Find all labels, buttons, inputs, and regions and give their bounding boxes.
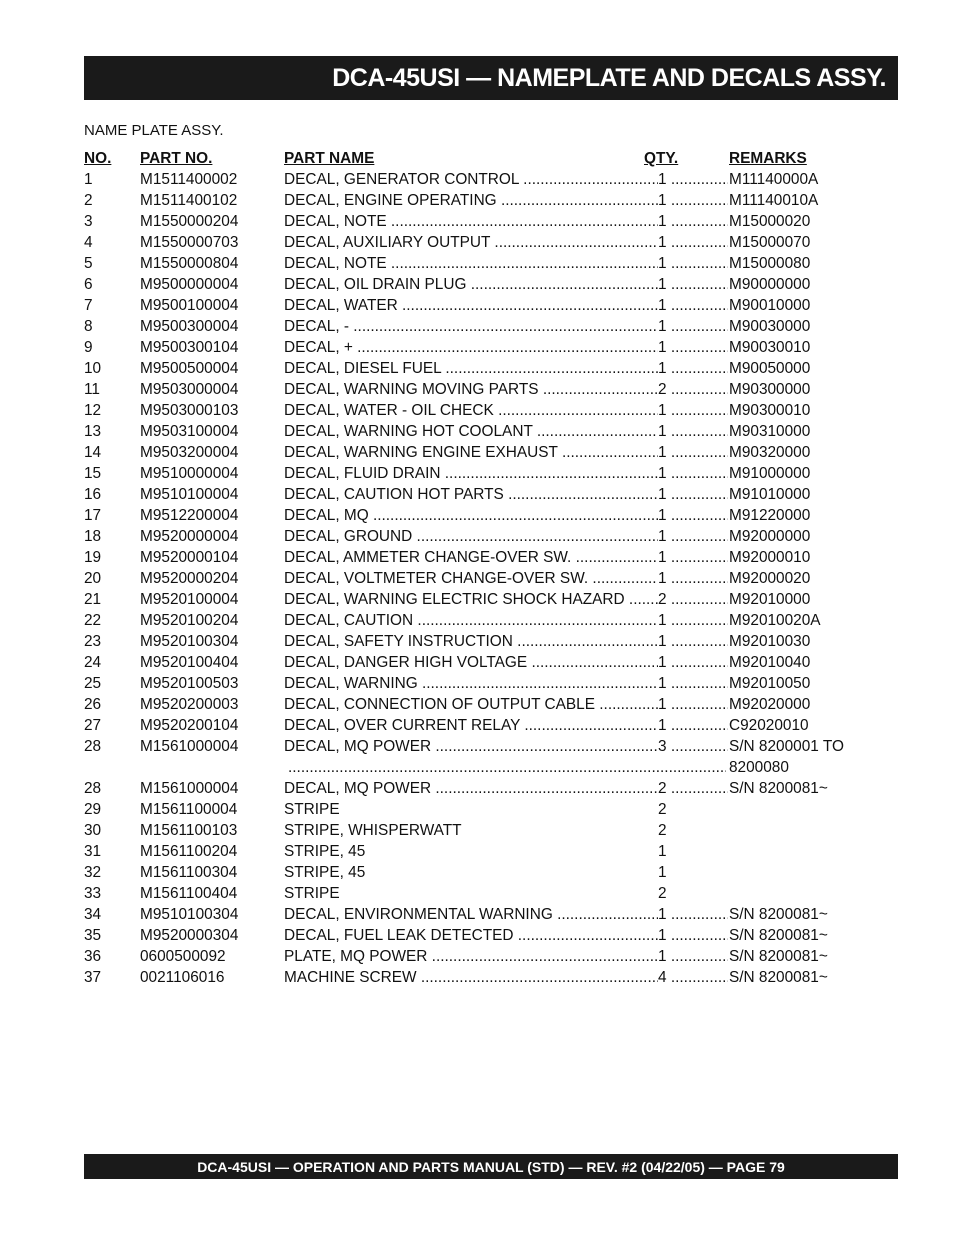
- table-row: [84, 820, 884, 841]
- part-name-cell: DECAL, + .....: [284, 337, 658, 358]
- part-name-cell: DECAL, AUXILIARY OUTPUT .....: [284, 232, 658, 253]
- qty-cell: 1 .....: [658, 274, 728, 295]
- remarks-cell: S/N 8200001 TO: [729, 738, 844, 755]
- part-no-cell: M9520000104: [140, 549, 239, 566]
- qty-cell: 1 .....: [658, 526, 728, 547]
- footer-bar: [84, 1154, 898, 1179]
- remarks-cell: M91010000: [729, 486, 811, 503]
- table-row: [84, 484, 884, 505]
- part-name-cell: DECAL, MQ POWER .....: [284, 778, 658, 799]
- no-cell: 13: [84, 423, 102, 440]
- qty-cell: 1 .....: [658, 253, 728, 274]
- no-cell: 26: [84, 696, 102, 713]
- part-name-cell: DECAL, AMMETER CHANGE-OVER SW. .....: [284, 547, 658, 568]
- table-row: [84, 652, 884, 673]
- qty-cell: 2: [658, 822, 667, 839]
- table-row: [84, 358, 884, 379]
- remarks-cell: M92000010: [729, 549, 811, 566]
- part-name-cell: DECAL, WATER .....: [284, 295, 658, 316]
- part-name-cell: STRIPE, WHISPERWATT: [284, 822, 462, 839]
- part-no-cell: M1561000004: [140, 780, 239, 797]
- part-name-cell: DECAL, DANGER HIGH VOLTAGE .....: [284, 652, 658, 673]
- part-name-cell: DECAL, GENERATOR CONTROL .....: [284, 169, 658, 190]
- remarks-cell: C92020010: [729, 717, 809, 734]
- part-no-cell: M9500500004: [140, 360, 239, 377]
- part-no-cell: M1550000703: [140, 234, 239, 251]
- remarks-cell: M15000020: [729, 213, 811, 230]
- part-name-cell: DECAL, WARNING MOVING PARTS .....: [284, 379, 658, 400]
- table-row: [84, 547, 884, 568]
- part-no-cell: M9500300004: [140, 318, 239, 335]
- qty-cell: 1 .....: [658, 946, 728, 967]
- part-no-cell: M9520200104: [140, 717, 239, 734]
- table-row: [84, 883, 884, 904]
- remarks-cell: M90010000: [729, 297, 811, 314]
- qty-cell: 1 .....: [658, 652, 728, 673]
- no-cell: 24: [84, 654, 102, 671]
- no-cell: 2: [84, 192, 93, 209]
- part-name-cell: DECAL, FUEL LEAK DETECTED .....: [284, 925, 658, 946]
- no-cell: 5: [84, 255, 93, 272]
- no-cell: 22: [84, 612, 102, 629]
- no-cell: 34: [84, 906, 102, 923]
- no-cell: 1: [84, 171, 93, 188]
- footer-text: DCA-45USI — OPERATION AND PARTS MANUAL (STD) — REV. #2 (04/22/05) — PAGE 79: [197, 1158, 785, 1175]
- no-cell: 4: [84, 234, 93, 251]
- qty-cell: 1 .....: [658, 694, 728, 715]
- remarks-cell: S/N 8200081~: [729, 906, 828, 923]
- qty-cell: 1 .....: [658, 190, 728, 211]
- remarks-cell: M92010000: [729, 591, 811, 608]
- no-cell: 32: [84, 864, 102, 881]
- remarks-cell: M92010050: [729, 675, 811, 692]
- part-name-cell: STRIPE: [284, 801, 340, 818]
- qty-cell: 1 .....: [658, 631, 728, 652]
- page-title-bar: [84, 56, 898, 100]
- no-cell: 27: [84, 717, 102, 734]
- remarks-cell: S/N 8200081~: [729, 969, 828, 986]
- remarks-cell: M90300010: [729, 402, 811, 419]
- no-cell: 14: [84, 444, 102, 461]
- header-part-name: PART NAME: [284, 150, 375, 167]
- no-cell: 10: [84, 360, 102, 377]
- table-row: [84, 169, 884, 190]
- part-no-cell: M9510000004: [140, 465, 239, 482]
- table-row: [84, 232, 884, 253]
- table-row: [84, 694, 884, 715]
- qty-cell: 1 .....: [658, 715, 728, 736]
- remarks-cell: S/N 8200081~: [729, 780, 828, 797]
- part-no-cell: M1561100204: [140, 843, 238, 860]
- part-name-cell: DECAL, WATER - OIL CHECK .....: [284, 400, 658, 421]
- table-header: [84, 148, 884, 169]
- table-body: [84, 169, 884, 988]
- no-cell: 25: [84, 675, 102, 692]
- part-no-cell: 0021106016: [140, 969, 225, 986]
- remarks-cell: M90030010: [729, 339, 811, 356]
- page-title: DCA-45USI — NAMEPLATE AND DECALS ASSY.: [332, 63, 886, 92]
- table-row: [84, 841, 884, 862]
- no-cell: 18: [84, 528, 102, 545]
- no-cell: 9: [84, 339, 93, 356]
- no-cell: 3: [84, 213, 93, 230]
- part-name-cell: DECAL, WARNING ELECTRIC SHOCK HAZARD .....: [284, 589, 658, 610]
- part-no-cell: M9512200004: [140, 507, 239, 524]
- part-no-cell: M9520100304: [140, 633, 239, 650]
- qty-cell: 1 .....: [658, 673, 728, 694]
- part-no-cell: M1550000804: [140, 255, 239, 272]
- qty-cell: 1 .....: [658, 442, 728, 463]
- table-row: [84, 337, 884, 358]
- part-name-cell: DECAL, WARNING ENGINE EXHAUST .....: [284, 442, 658, 463]
- remarks-cell: 8200080: [729, 759, 789, 776]
- no-cell: 6: [84, 276, 93, 293]
- remarks-cell: M90000000: [729, 276, 811, 293]
- part-no-cell: M1561100103: [140, 822, 238, 839]
- part-no-cell: M9510100304: [140, 906, 239, 923]
- table-row: [84, 673, 884, 694]
- remarks-cell: M90320000: [729, 444, 811, 461]
- parts-table: [84, 148, 884, 988]
- table-row: [84, 631, 884, 652]
- table-row: [84, 463, 884, 484]
- table-row: [84, 715, 884, 736]
- remarks-cell: M90300000: [729, 381, 811, 398]
- table-row: [84, 400, 884, 421]
- part-no-cell: M9500100004: [140, 297, 239, 314]
- header-remarks: REMARKS: [729, 150, 807, 167]
- part-no-cell: M1561100304: [140, 864, 238, 881]
- part-name-cell: DECAL, NOTE .....: [284, 211, 658, 232]
- part-name-cell: DECAL, ENVIRONMENTAL WARNING .....: [284, 904, 658, 925]
- part-name-cell: DECAL, MQ .....: [284, 505, 658, 526]
- remarks-cell: M92010030: [729, 633, 811, 650]
- table-row: [84, 610, 884, 631]
- remarks-cell: M92000000: [729, 528, 811, 545]
- part-name-cell: DECAL, WARNING .....: [284, 673, 658, 694]
- part-name-cell: DECAL, DIESEL FUEL .....: [284, 358, 658, 379]
- qty-cell: 1 .....: [658, 904, 728, 925]
- part-no-cell: M9520000304: [140, 927, 239, 944]
- header-part-no: PART NO.: [140, 150, 213, 167]
- no-cell: 29: [84, 801, 102, 818]
- table-row: [84, 862, 884, 883]
- table-row: [84, 274, 884, 295]
- part-name-cell: DECAL, CAUTION .....: [284, 610, 658, 631]
- remarks-cell: M92010040: [729, 654, 811, 671]
- table-row: [84, 799, 884, 820]
- part-name-cell: DECAL, - .....: [284, 316, 658, 337]
- remarks-cell: M92000020: [729, 570, 811, 587]
- no-cell: 12: [84, 402, 102, 419]
- table-row: [84, 589, 884, 610]
- table-row: [84, 904, 884, 925]
- part-no-cell: M9520100004: [140, 591, 239, 608]
- part-name-cell: DECAL, MQ POWER .....: [284, 736, 658, 757]
- no-cell: 19: [84, 549, 102, 566]
- part-name-cell: DECAL, OVER CURRENT RELAY .....: [284, 715, 658, 736]
- remarks-cell: M91000000: [729, 465, 811, 482]
- no-cell: 36: [84, 948, 102, 965]
- table-row: [84, 925, 884, 946]
- table-row: [84, 736, 884, 757]
- qty-cell: 1 .....: [658, 358, 728, 379]
- table-row: [84, 442, 884, 463]
- part-no-cell: M9520100404: [140, 654, 239, 671]
- qty-cell: 1 .....: [658, 484, 728, 505]
- part-no-cell: M9500000004: [140, 276, 239, 293]
- no-cell: 28: [84, 738, 102, 755]
- part-no-cell: M9503000004: [140, 381, 239, 398]
- part-no-cell: M9503000103: [140, 402, 239, 419]
- qty-cell: 2: [658, 801, 667, 818]
- table-row: [84, 505, 884, 526]
- part-name-cell: DECAL, WARNING HOT COOLANT .....: [284, 421, 658, 442]
- table-row: [84, 190, 884, 211]
- remarks-cell: M90030000: [729, 318, 811, 335]
- table-row: [84, 379, 884, 400]
- qty-cell: 4 .....: [658, 967, 728, 988]
- header-qty: QTY.: [644, 150, 679, 167]
- remarks-cell: S/N 8200081~: [729, 948, 828, 965]
- qty-cell: 1 .....: [658, 337, 728, 358]
- table-row: [84, 211, 884, 232]
- qty-cell: 1 .....: [658, 400, 728, 421]
- remarks-cell: M92020000: [729, 696, 811, 713]
- no-cell: 16: [84, 486, 102, 503]
- qty-cell: 1: [658, 843, 667, 860]
- no-cell: 7: [84, 297, 93, 314]
- remarks-cell: M90310000: [729, 423, 811, 440]
- remarks-cell: S/N 8200081~: [729, 927, 828, 944]
- part-name-cell: DECAL, CONNECTION OF OUTPUT CABLE .....: [284, 694, 658, 715]
- qty-cell: 1 .....: [658, 169, 728, 190]
- remarks-cell: M92010020A: [729, 612, 821, 629]
- qty-cell: 1 .....: [658, 316, 728, 337]
- qty-cell: 1 .....: [658, 211, 728, 232]
- part-name-cell: DECAL, NOTE .....: [284, 253, 658, 274]
- table-row: [84, 757, 884, 778]
- no-cell: 21: [84, 591, 102, 608]
- part-name-cell: DECAL, ENGINE OPERATING .....: [284, 190, 658, 211]
- part-name-cell: PLATE, MQ POWER .....: [284, 946, 658, 967]
- no-cell: 33: [84, 885, 102, 902]
- no-cell: 15: [84, 465, 102, 482]
- header-no: NO.: [84, 150, 112, 167]
- qty-cell: 2 .....: [658, 778, 728, 799]
- table-row: [84, 253, 884, 274]
- qty-cell: 1 .....: [658, 463, 728, 484]
- part-no-cell: M9500300104: [140, 339, 239, 356]
- table-row: [84, 526, 884, 547]
- part-name-cell: DECAL, GROUND .....: [284, 526, 658, 547]
- part-name-cell: DECAL, FLUID DRAIN .....: [284, 463, 658, 484]
- part-no-cell: M1561100404: [140, 885, 238, 902]
- part-no-cell: M9520100204: [140, 612, 239, 629]
- qty-cell: 1 .....: [658, 568, 728, 589]
- part-no-cell: M1511400102: [140, 192, 238, 209]
- table-row: [84, 421, 884, 442]
- qty-cell: 1 .....: [658, 547, 728, 568]
- qty-cell: 1 .....: [658, 505, 728, 526]
- remarks-cell: M11140010A: [729, 192, 819, 209]
- part-name-cell: DECAL, SAFETY INSTRUCTION .....: [284, 631, 658, 652]
- part-name-cell: DECAL, OIL DRAIN PLUG .....: [284, 274, 658, 295]
- table-row: [84, 778, 884, 799]
- remarks-cell: M91220000: [729, 507, 811, 524]
- table-row: [84, 946, 884, 967]
- part-no-cell: M9503100004: [140, 423, 239, 440]
- no-cell: 8: [84, 318, 93, 335]
- part-name-cell: STRIPE, 45: [284, 843, 366, 860]
- no-cell: 31: [84, 843, 102, 860]
- part-no-cell: M9520000004: [140, 528, 239, 545]
- part-no-cell: M9510100004: [140, 486, 239, 503]
- qty-cell: 1 .....: [658, 610, 728, 631]
- no-cell: 35: [84, 927, 102, 944]
- part-no-cell: 0600500092: [140, 948, 226, 965]
- qty-cell: 3 .....: [658, 736, 728, 757]
- qty-cell: 1 .....: [658, 925, 728, 946]
- part-no-cell: M9520200003: [140, 696, 239, 713]
- part-no-cell: M9520100503: [140, 675, 239, 692]
- part-no-cell: M1550000204: [140, 213, 239, 230]
- continuation-leader: [288, 757, 726, 778]
- part-name-cell: DECAL, VOLTMETER CHANGE-OVER SW. .....: [284, 568, 658, 589]
- table-row: [84, 316, 884, 337]
- remarks-cell: M11140000A: [729, 171, 819, 188]
- no-cell: 23: [84, 633, 102, 650]
- part-name-cell: STRIPE, 45: [284, 864, 366, 881]
- remarks-cell: M15000070: [729, 234, 811, 251]
- table-row: [84, 967, 884, 988]
- table-row: [84, 295, 884, 316]
- qty-cell: 2 .....: [658, 379, 728, 400]
- qty-cell: 1 .....: [658, 295, 728, 316]
- part-name-cell: MACHINE SCREW .....: [284, 967, 658, 988]
- no-cell: 17: [84, 507, 102, 524]
- part-name-cell: DECAL, CAUTION HOT PARTS .....: [284, 484, 658, 505]
- no-cell: 20: [84, 570, 102, 587]
- table-row: [84, 568, 884, 589]
- part-no-cell: M9520000204: [140, 570, 239, 587]
- qty-cell: 1 .....: [658, 421, 728, 442]
- qty-cell: 1 .....: [658, 232, 728, 253]
- no-cell: 30: [84, 822, 102, 839]
- no-cell: 11: [84, 381, 100, 398]
- remarks-cell: M15000080: [729, 255, 811, 272]
- part-no-cell: M9503200004: [140, 444, 239, 461]
- qty-cell: 2 .....: [658, 589, 728, 610]
- part-no-cell: M1511400002: [140, 171, 238, 188]
- part-no-cell: M1561100004: [140, 801, 238, 818]
- section-title: NAME PLATE ASSY.: [84, 122, 224, 139]
- no-cell: 28: [84, 780, 102, 797]
- remarks-cell: M90050000: [729, 360, 811, 377]
- part-no-cell: M1561000004: [140, 738, 239, 755]
- part-name-cell: STRIPE: [284, 885, 340, 902]
- qty-cell: 1: [658, 864, 667, 881]
- qty-cell: 2: [658, 885, 667, 902]
- no-cell: 37: [84, 969, 102, 986]
